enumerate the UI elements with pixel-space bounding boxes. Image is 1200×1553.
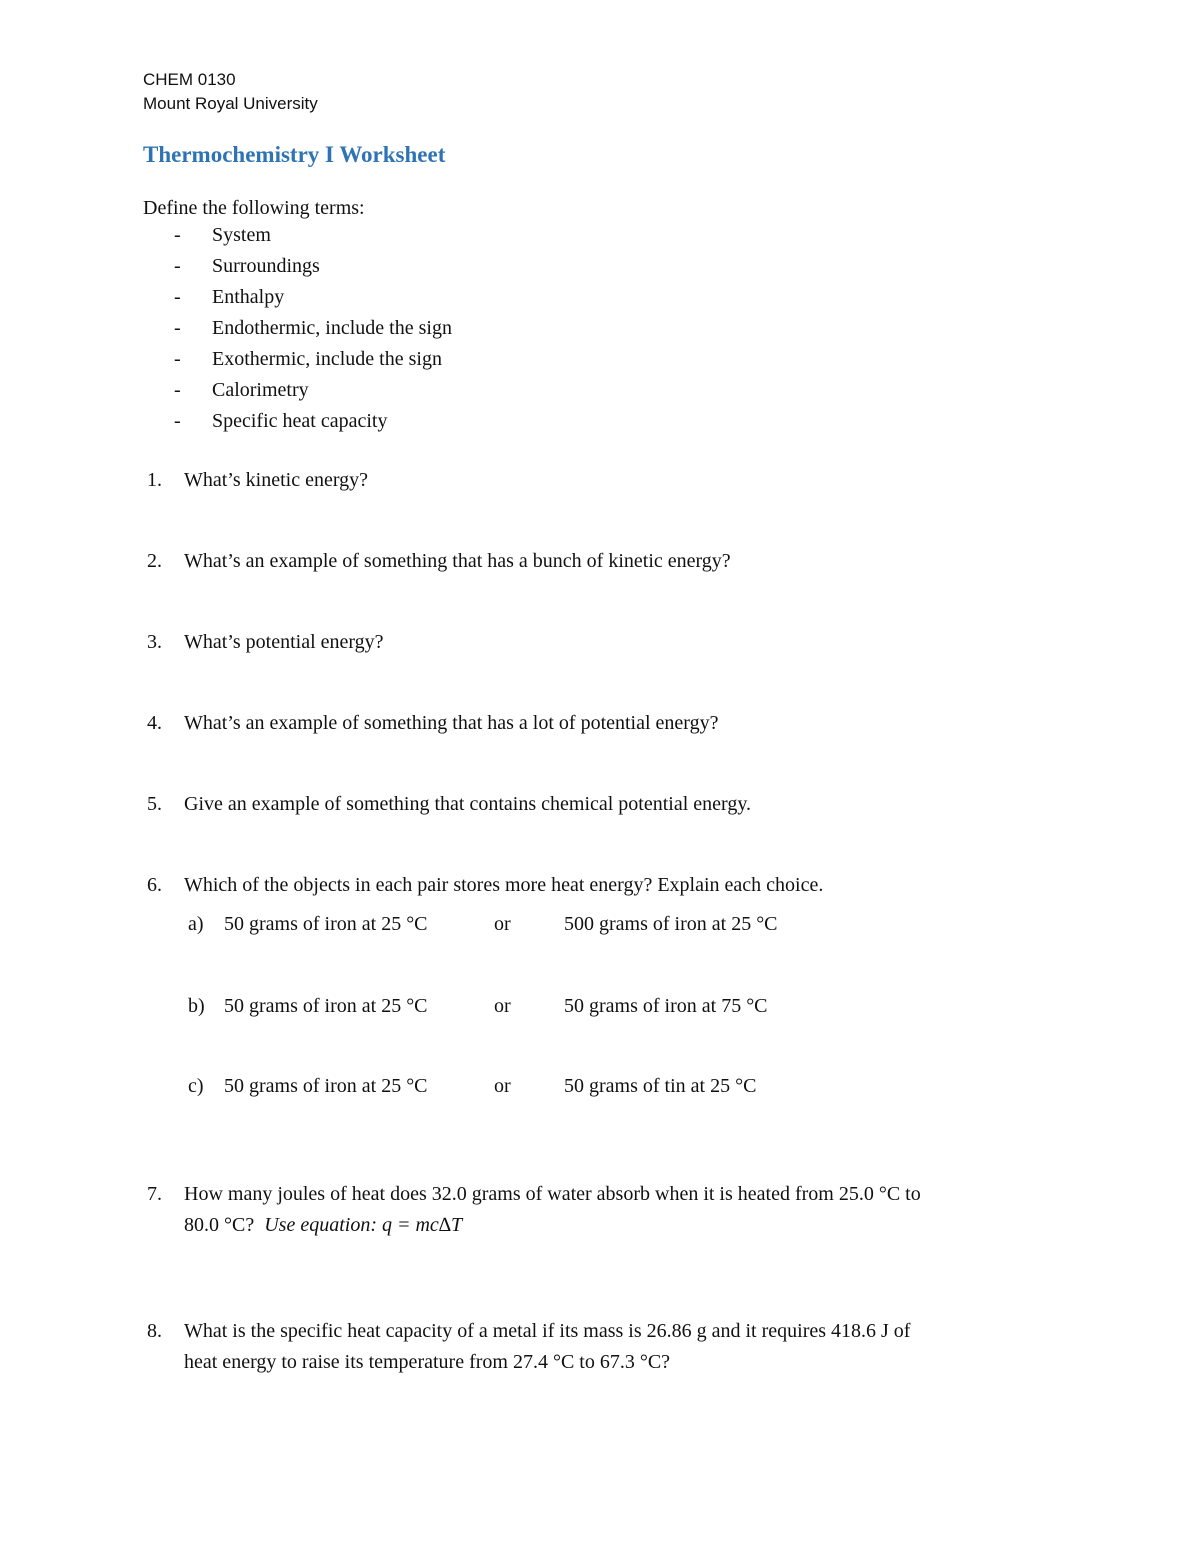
worksheet-page: CHEM 0130 Mount Royal University Thermochemistry I Worksheet Define the following terms: - System - Surroundings - Enthalpy - Endothermic, include the sign - Exothermic, include the sign - Calorimetry - Specific heat capacity 1. What’s kinetic energy? 2. What’s an example of something that has a bunch of kinetic energy? 3. What’s potential energy? 4. What’s an example of something that has a lot of potential energy? 5. Give an example of something that contains chemical potential energy. 6. Which of the objects in each pair stores more heat energy? Explain each choice. a) 50 grams of iron at 25 °C or 500 grams of iron at 25 °C b) 50 grams of iron at 25 °C or 50 grams of iron at 75 °C c) 50 grams of iron at 25 °C or 50 grams of tin at 25 °C 7. How many joules of heat does 32.0 grams of water absorb when it is heated from 25.0 °C to 80.0 °C? Use equation: q = mc∆T 8. What is the specific heat capacity of a metal if its mass is 26.86 g and it requires 418.6 J of heat energy to raise its temperature from 27.4 °C to 67.3 °C?	[143, 70, 921, 1373]
course-code: CHEM 0130	[143, 70, 236, 89]
question-8-line-2: heat energy to raise its temperature from 27.4 °C to 67.3 °C?	[184, 1351, 671, 1373]
institution-name: Mount Royal University	[143, 94, 318, 113]
page-title: Thermochemistry I Worksheet	[143, 142, 446, 167]
terms-intro: Define the following terms:	[143, 197, 365, 219]
equation-hint: Use equation: q = mc∆T	[264, 1214, 463, 1236]
question-7-line-2: 80.0 °C? Use equation: q = mc∆T	[184, 1214, 463, 1236]
